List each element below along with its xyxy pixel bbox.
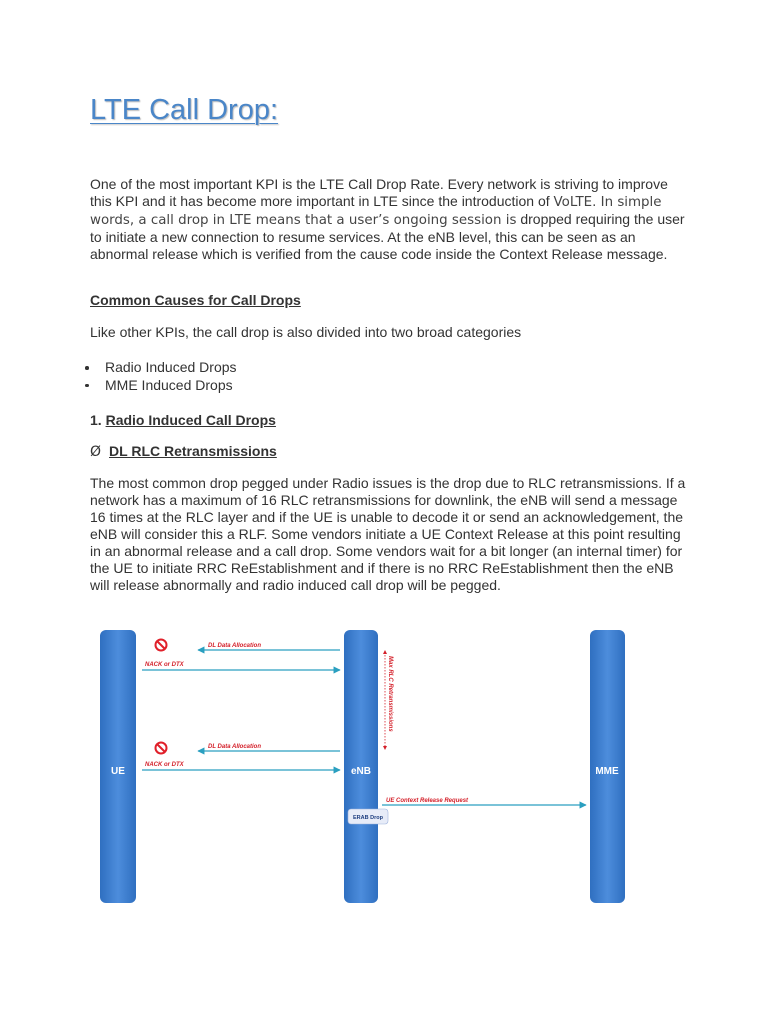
ue-label: UE	[111, 766, 125, 777]
dl-data-label-1: DL Data Allocation	[208, 643, 262, 649]
intro-text-2: VoLTE. In simple words, a call drop in LTE means that a user’s ongoing session is	[90, 195, 662, 228]
rlc-heading	[90, 443, 277, 460]
radio-heading-number: 1.	[90, 412, 102, 428]
bullet-icon	[85, 366, 89, 370]
list-item	[80, 359, 237, 377]
intro-text-1: One of the most important KPI is the LTE Call Drop Rate. Every network is striving to improve this KPI and it has become more important in LTE since the introduction of	[90, 176, 668, 209]
erab-drop-label: ERAB Drop	[353, 815, 383, 821]
mme-label: MME	[595, 766, 619, 777]
sequence-diagram-svg	[90, 620, 650, 912]
empty-set-icon: Ø	[90, 444, 102, 460]
radio-heading	[90, 412, 276, 428]
no-entry-icon	[156, 640, 167, 651]
intro-text-3: dropped requiring the user to initiate a new connection to resume services. At the eNB level, this can be seen as an abnormal release which is verified from the cause code inside the Context Release message.	[90, 211, 685, 262]
release-label: UE Context Release Request	[386, 798, 469, 804]
rlc-heading-label: DL RLC Retransmissions	[109, 443, 277, 459]
list-item	[80, 377, 237, 395]
intro-paragraph	[90, 176, 690, 263]
page-title: LTE Call Drop:	[90, 94, 279, 126]
rlc-paragraph: The most common drop pegged under Radio issues is the drop due to RLC retransmissions. If a network has a maximum of 16 RLC retransmissions for downlink, the eNB will send a message 16 times at the RLC layer and if the UE is unable to decode it or send an acknowledgement, the eNB will consider this a RLF. Some vendors initiate a UE Context Release at this point resulting in an abnormal release and a call drop. Some vendors wait for a bit longer (an internal timer) for the UE to initiate RRC ReEstablishment and if there is no RRC ReEstablishment then the eNB will release abnormally and radio induced call drop will be pegged.	[90, 475, 686, 593]
radio-heading-label: Radio Induced Call Drops	[105, 412, 276, 428]
nack-label-2: NACK or DTX	[145, 762, 184, 768]
category-list	[80, 359, 237, 394]
nack-label-1: NACK or DTX	[145, 662, 184, 668]
section-heading-causes: Common Causes for Call Drops	[90, 292, 301, 308]
max-rlc-label: Max RLC Retransmissions	[387, 656, 393, 732]
no-entry-icon	[156, 743, 167, 754]
sequence-diagram	[90, 620, 650, 912]
list-item-label: Radio Induced Drops	[105, 359, 237, 375]
enb-label: eNB	[350, 766, 372, 777]
bullet-icon	[85, 384, 89, 388]
dl-data-label-2: DL Data Allocation	[208, 744, 262, 750]
list-item-label: MME Induced Drops	[105, 376, 233, 393]
section-paragraph: Like other KPIs, the call drop is also divided into two broad categories	[90, 324, 522, 340]
